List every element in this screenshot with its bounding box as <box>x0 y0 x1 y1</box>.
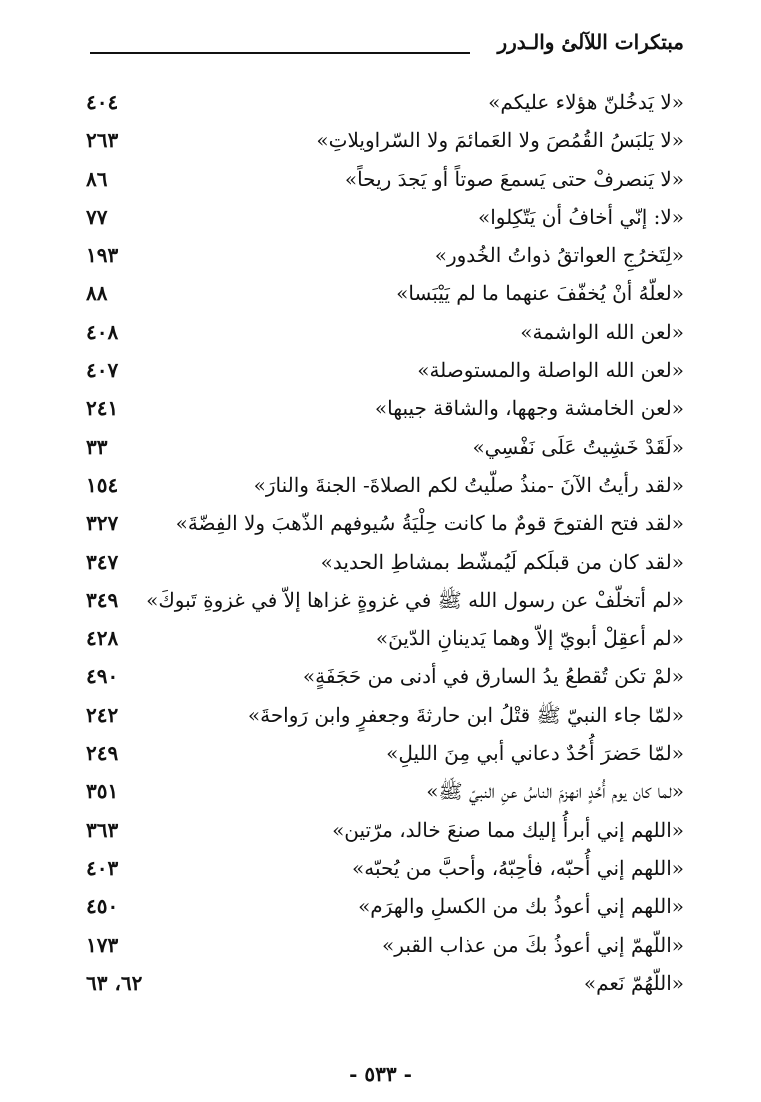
entry-page-number: ١٥٤ <box>86 472 119 497</box>
entry-page-number: ١٧٣ <box>86 932 119 957</box>
entry-text: «لما كان يوم أُحُدٍ انهزمَ الناسُ عنِ النبيّ ﷺ» <box>426 779 684 804</box>
header-title: مبتكرات اللآلئ والـدرر <box>497 30 684 54</box>
index-entry <box>86 469 684 507</box>
entry-text: «لعلّهُ أنْ يُخفّفَ عنهما ما لم يَيْبَسا» <box>396 281 684 306</box>
entry-text: «اللهم إني أعوذُ بك من الكسلِ والهرَم» <box>358 894 684 919</box>
entry-page-number: ٢٤١ <box>86 396 119 421</box>
index-entry <box>86 86 684 124</box>
entry-text: «لَقَدْ خَشِيتُ عَلَى نَفْسِي» <box>472 434 684 459</box>
entry-text: «لقد رأيتُ الآنَ -منذُ صلّيتُ لكم الصلاةَ- الجنةَ والنارَ» <box>253 472 684 497</box>
entry-page-number: ٤٢٨ <box>86 626 119 651</box>
index-entry <box>86 737 684 775</box>
page-number: - ٥٣٣ - <box>349 1062 412 1086</box>
entry-text: «لا: إنّي أخافُ أن يَتّكِلوا» <box>478 204 684 229</box>
entry-page-number: ٤٠٨ <box>86 319 119 344</box>
running-header <box>90 30 684 60</box>
entry-text: «اللهم إني أُحبّه، فأحِبّهُ، وأحبَّ من يُحبّه» <box>352 855 684 880</box>
entry-text: «لمْ تكن تُقطعُ يدُ السارق في أدنى من حَجَفَةٍ» <box>302 664 684 689</box>
index-entry <box>86 699 684 737</box>
entry-page-number: ٣٢٧ <box>86 511 119 536</box>
index-entry <box>86 929 684 967</box>
entry-page-number: ٢٤٩ <box>86 741 119 766</box>
entry-page-number: ٣٣ <box>86 434 108 459</box>
header-rule <box>90 52 470 54</box>
entry-text: «لمّا حَضرَ أُحُدٌ دعاني أبي مِنَ الليلِ» <box>386 741 684 766</box>
entry-page-number: ٣٦٣ <box>86 817 119 842</box>
entry-page-number: ٤٠٣ <box>86 855 119 880</box>
entry-page-number: ٢٦٣ <box>86 128 119 153</box>
entry-text: «اللهم إني أبرأُ إليك مما صنعَ خالد، مرّتين» <box>332 817 684 842</box>
entry-text: «لِتَخرُجِ العواتقُ ذواتُ الخُدور» <box>434 243 684 268</box>
index-list <box>86 86 684 1005</box>
index-entry <box>86 660 684 698</box>
entry-text: «لعن الله الواشمة» <box>520 319 684 344</box>
entry-page-number: ٣٤٩ <box>86 587 119 612</box>
entry-page-number: ٢٤٢ <box>86 702 119 727</box>
entry-page-number: ٨٦ <box>86 166 108 191</box>
index-entry <box>86 507 684 545</box>
entry-text: «لعن الله الواصلة والمستوصلة» <box>417 358 684 383</box>
entry-text: «لا يَنصرفْ حتى يَسمعَ صوتاً أو يَجدَ ريحاً» <box>344 166 684 191</box>
entry-text: «لم أتخلّفْ عن رسول الله ﷺ في غزوةٍ غزاها إلاّ في غزوةِ تَبوكَ» <box>146 587 684 612</box>
index-entry <box>86 163 684 201</box>
index-entry <box>86 852 684 890</box>
entry-page-number: ٣٥١ <box>86 779 119 804</box>
index-entry <box>86 775 684 813</box>
index-entry <box>86 967 684 1005</box>
entry-text: «لمّا جاء النبيّ ﷺ قتْلُ ابن حارثةَ وجعفرٍ وابن رَواحةَ» <box>247 702 684 727</box>
index-entry <box>86 124 684 162</box>
index-entry <box>86 201 684 239</box>
entry-page-number: ١٩٣ <box>86 243 119 268</box>
index-entry <box>86 890 684 928</box>
entry-text: «لقد فتح الفتوحَ قومٌ ما كانت حِلْيَةُ سُيوفهم الذّهبَ ولا الفِضّةَ» <box>175 511 684 536</box>
entry-text: «اللّهمّ إني أعوذُ بكَ من عذاب القبر» <box>382 932 684 957</box>
index-entry <box>86 392 684 430</box>
index-entry <box>86 239 684 277</box>
index-entry <box>86 354 684 392</box>
entry-page-number: ٤٩٠ <box>86 664 119 689</box>
entry-page-number: ٤٥٠ <box>86 894 119 919</box>
index-entry <box>86 316 684 354</box>
entry-page-number: ٦٢، ٦٣ <box>86 970 143 995</box>
entry-text: «لقد كان من قبلَكم لَيُمشّط بمشاطِ الحديد» <box>320 549 684 574</box>
entry-text: «لا يَلبَسُ القُمُصَ ولا العَمائمَ ولا السّراويلاتِ» <box>316 128 684 153</box>
entry-text: «لعن الخامشة وجهها، والشاقة جيبها» <box>374 396 684 421</box>
entry-page-number: ٨٨ <box>86 281 108 306</box>
index-entry <box>86 277 684 315</box>
entry-page-number: ٧٧ <box>86 204 108 229</box>
entry-text: «اللّهُمّ نَعم» <box>583 970 684 995</box>
index-entry <box>86 546 684 584</box>
index-entry <box>86 431 684 469</box>
index-entry <box>86 814 684 852</box>
index-entry <box>86 584 684 622</box>
entry-page-number: ٣٤٧ <box>86 549 119 574</box>
entry-text: «لم أعقِلْ أبويّ إلاّ وهما يَدينانِ الدّينَ» <box>375 626 684 651</box>
entry-page-number: ٤٠٤ <box>86 90 119 114</box>
entry-text: «لا يَدخُلنّ هؤلاء عليكم» <box>488 90 684 114</box>
entry-page-number: ٤٠٧ <box>86 358 119 383</box>
index-entry <box>86 622 684 660</box>
